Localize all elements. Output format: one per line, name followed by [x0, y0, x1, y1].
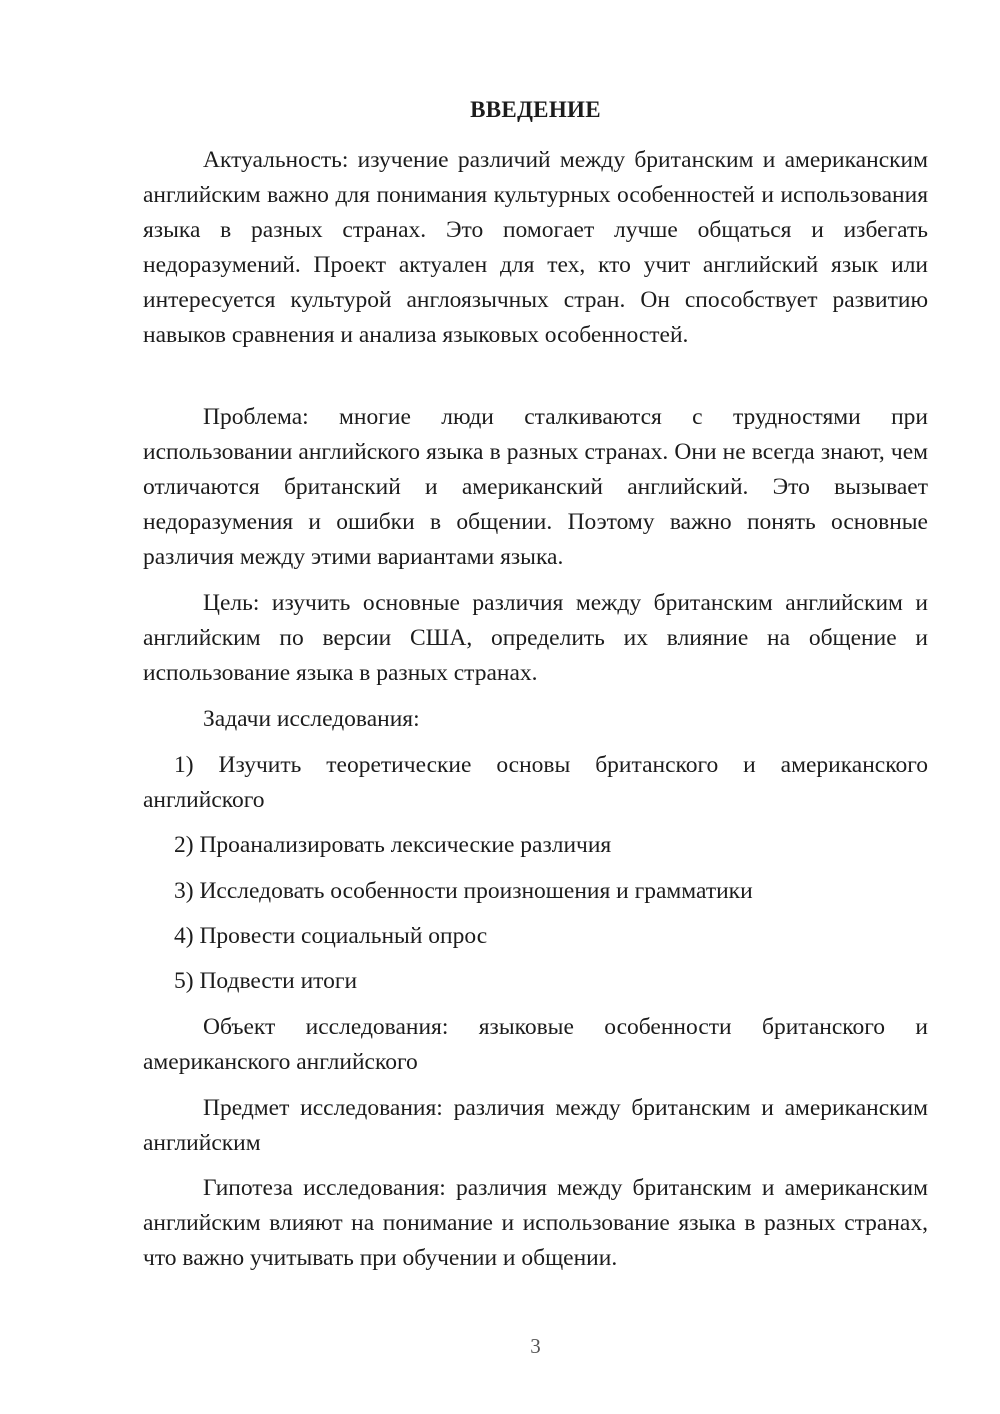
- task-item-4: 4) Провести социальный опрос: [174, 923, 488, 949]
- page-title: ВВЕДЕНИЕ: [470, 97, 601, 122]
- task-item-1: 1) Изучить теоретические основы британского и американского английского: [143, 752, 928, 813]
- task-item-5: 5) Подвести итоги: [174, 968, 358, 994]
- task-item-3: 3) Исследовать особенности произношения и грамматики: [174, 878, 753, 904]
- page-number: 3: [530, 1334, 541, 1358]
- problem-paragraph: Проблема: многие люди сталкиваются с трудностями при использовании английского языка в разных странах. Они не всегда знают, чем отличаются британский и американский английский. Это вызывает недоразумения и ошибки в общении. Поэтому важно понять основные различия между этими вариантами языка.: [143, 404, 928, 570]
- object-paragraph: Объект исследования: языковые особенности британского и американского английского: [143, 1014, 928, 1075]
- relevance-paragraph: Актуальность: изучение различий между британским и американским английским важно для понимания культурных особенностей и использования языка в разных странах. Это помогает лучше общаться и избегать недоразумений. Проект актуален для тех, кто учит английский язык или интересуется культурой англоязычных стран. Он способствует развитию навыков сравнения и анализа языковых особенностей.: [143, 147, 928, 348]
- goal-paragraph: Цель: изучить основные различия между британским английским и английским по версии США, определить их влияние на общение и использование языка в разных странах.: [143, 590, 928, 686]
- document-page: [143, 0, 928, 1414]
- hypothesis-paragraph: Гипотеза исследования: различия между британским и американским английским влияют на понимание и использование языка в разных странах, что важно учитывать при обучении и общении.: [143, 1175, 928, 1271]
- tasks-heading: Задачи исследования:: [203, 706, 420, 732]
- task-item-2: 2) Проанализировать лексические различия: [174, 832, 612, 858]
- subject-paragraph: Предмет исследования: различия между британским и американским английским: [143, 1095, 928, 1156]
